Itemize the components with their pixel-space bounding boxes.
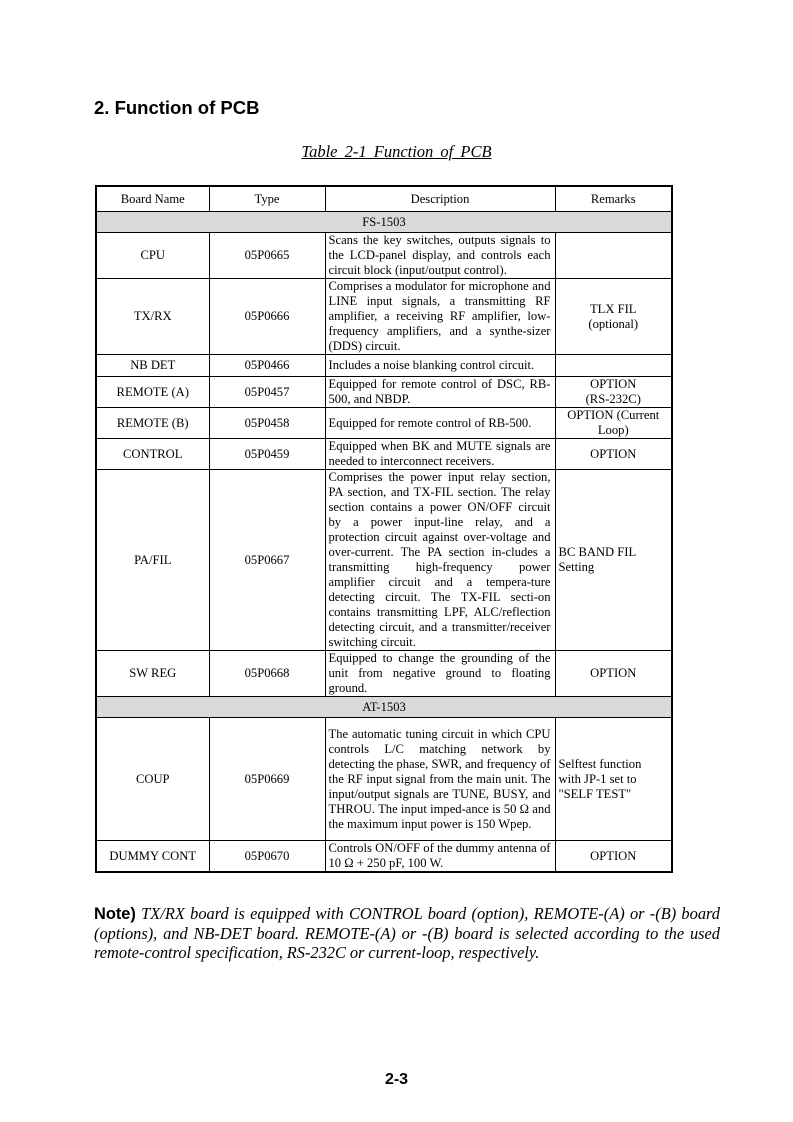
table-row bbox=[96, 439, 672, 470]
board-name-cell: REMOTE (A) bbox=[96, 377, 209, 408]
remarks-cell bbox=[555, 470, 672, 651]
remarks-cell bbox=[555, 355, 672, 377]
table-row bbox=[96, 651, 672, 697]
remarks-cell bbox=[555, 408, 672, 439]
board-name-cell: SW REG bbox=[96, 651, 209, 697]
note-paragraph bbox=[94, 904, 720, 962]
group-row-at-1503 bbox=[96, 697, 672, 718]
type-cell: 05P0466 bbox=[209, 355, 325, 377]
type-cell: 05P0459 bbox=[209, 439, 325, 470]
description-cell: Comprises the power input relay section, PA section, and TX-FIL section. The relay section contains a power ON/OFF circuit by a power input-line relay, and a protection circuit against over-voltage and over-current. The PA section in-cludes a transmitting high-frequency power amplifier circuit and a tempera-ture detecting circuit. The TX-FIL secti-on contains transmitting LPF, ALC/reflection detecting circuit, and a transmitter/receiver switching circuit. bbox=[325, 470, 555, 651]
table-row bbox=[96, 279, 672, 355]
table-row bbox=[96, 233, 672, 279]
remarks-cell: OPTION bbox=[555, 651, 672, 697]
type-cell: 05P0457 bbox=[209, 377, 325, 408]
remarks-text: BC BAND FIL Setting bbox=[558, 545, 636, 574]
type-cell: 05P0669 bbox=[209, 718, 325, 841]
description-cell: Includes a noise blanking control circuit. bbox=[325, 355, 555, 377]
board-name-cell: REMOTE (B) bbox=[96, 408, 209, 439]
group-row-fs-1503 bbox=[96, 212, 672, 233]
type-cell: 05P0667 bbox=[209, 470, 325, 651]
table-row bbox=[96, 355, 672, 377]
description-cell: Equipped for remote control of DSC, RB-500, and NBDP. bbox=[325, 377, 555, 408]
remarks-cell bbox=[555, 718, 672, 841]
section-title: 2. Function of PCB bbox=[94, 97, 260, 118]
type-cell: 05P0668 bbox=[209, 651, 325, 697]
header-description: Description bbox=[325, 186, 555, 212]
page-number: 2-3 bbox=[384, 1071, 409, 1088]
group-name: FS-1503 bbox=[96, 212, 672, 233]
remarks-cell: OPTION bbox=[555, 439, 672, 470]
board-name-cell: TX/RX bbox=[96, 279, 209, 355]
group-name: AT-1503 bbox=[96, 697, 672, 718]
table-caption: Table 2-1 Function of PCB bbox=[301, 142, 492, 161]
remarks-text: OPTION (Current Loop) bbox=[567, 408, 660, 437]
remarks-text: OPTION (RS-232C) bbox=[585, 377, 641, 406]
board-name-cell: CPU bbox=[96, 233, 209, 279]
table-row bbox=[96, 470, 672, 651]
board-name-cell: NB DET bbox=[96, 355, 209, 377]
description-cell: Equipped for remote control of RB-500. bbox=[325, 408, 555, 439]
remarks-cell: OPTION bbox=[555, 841, 672, 873]
type-cell: 05P0666 bbox=[209, 279, 325, 355]
table-row bbox=[96, 377, 672, 408]
description-cell: Comprises a modulator for microphone and LINE input signals, a transmitting RF amplifier, a receiving RF amplifier, low-frequency amplifiers, and a synthe-sizer (DDS) circuit. bbox=[325, 279, 555, 355]
header-board-name: Board Name bbox=[96, 186, 209, 212]
board-name-cell: PA/FIL bbox=[96, 470, 209, 651]
note-text: TX/RX board is equipped with CONTROL board (option), REMOTE-(A) or -(B) board (options), and NB-DET board. REMOTE-(A) or -(B) board is selected according to the used remote-control specification, RS-232C or current-loop, respectively. bbox=[94, 904, 720, 962]
remarks-cell bbox=[555, 279, 672, 355]
remarks-cell bbox=[555, 377, 672, 408]
table-header-row bbox=[96, 186, 672, 212]
board-name-cell: DUMMY CONT bbox=[96, 841, 209, 873]
description-cell: Controls ON/OFF of the dummy antenna of 10 Ω + 250 pF, 100 W. bbox=[325, 841, 555, 873]
table-row bbox=[96, 841, 672, 873]
note-label: Note) bbox=[94, 905, 136, 923]
board-name-cell: CONTROL bbox=[96, 439, 209, 470]
description-cell: The automatic tuning circuit in which CPU controls L/C matching network by detecting the phase, SWR, and frequency of the RF input signal from the main unit. The input/output signals are TUNE, BUSY, and THROU. The input imped-ance is 50 Ω and the maximum input power is 150 Wpep. bbox=[325, 718, 555, 841]
remarks-text: Selftest function with JP-1 set to "SELF TEST" bbox=[558, 756, 642, 801]
type-cell: 05P0670 bbox=[209, 841, 325, 873]
remarks-text: TLX FIL (optional) bbox=[588, 301, 639, 331]
remarks-cell bbox=[555, 233, 672, 279]
board-name-cell: COUP bbox=[96, 718, 209, 841]
pcb-function-table bbox=[95, 185, 673, 873]
description-cell: Equipped when BK and MUTE signals are needed to interconnect receivers. bbox=[325, 439, 555, 470]
table-row bbox=[96, 718, 672, 841]
type-cell: 05P0458 bbox=[209, 408, 325, 439]
description-cell: Scans the key switches, outputs signals to the LCD-panel display, and controls each circuit block (input/output control). bbox=[325, 233, 555, 279]
header-type: Type bbox=[209, 186, 325, 212]
table-row bbox=[96, 408, 672, 439]
type-cell: 05P0665 bbox=[209, 233, 325, 279]
description-cell: Equipped to change the grounding of the unit from negative ground to floating ground. bbox=[325, 651, 555, 697]
header-remarks: Remarks bbox=[555, 186, 672, 212]
